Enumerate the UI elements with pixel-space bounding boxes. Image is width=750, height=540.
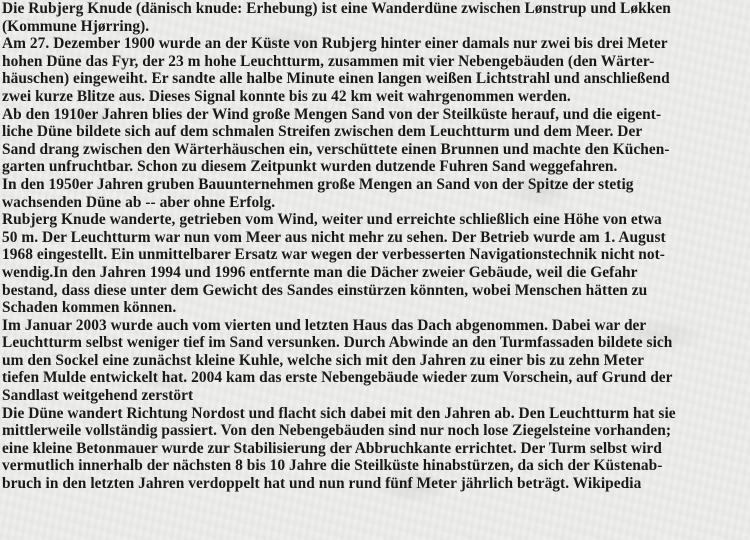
- text-line: tiefen Mulde entwickelt hat. 2004 kam das erste Nebengebäude wieder zum Vorschein, auf Grund der: [2, 369, 673, 387]
- text-line: 1968 eingestellt. Ein unmittelbarer Ersatz war wegen der verbesserten Navigationstechnik nicht not-: [2, 246, 665, 264]
- article-text: [2, 0, 750, 493]
- text-line: vermutlich innerhalb der nächsten 8 bis 10 Jahre die Steilküste hinabstürzen, da sich der Küstenab-: [2, 457, 663, 475]
- text-line: häuschen) eingeweiht. Er sandte alle halbe Minute einen langen weißen Lichtstrahl und anschließend: [2, 70, 670, 88]
- text-line: bestand, dass diese unter dem Gewicht des Sandes einstürzen könnten, wobei Menschen hätten zu: [2, 281, 648, 299]
- text-line: liche Düne bildete sich auf dem schmalen Streifen zwischen dem Leuchtturm und dem Meer. Der: [2, 123, 643, 141]
- text-line: wachsenden Düne ab -- aber ohne Erfolg.: [2, 193, 276, 211]
- text-line: um den Sockel eine zunächst kleine Kuhle, welche sich mit den Jahren zu einer bis zu zehn Meter: [2, 351, 645, 369]
- text-line: wendig.In den Jahren 1994 und 1996 entfernte man die Dächer zweier Gebäude, weil die Gefahr: [2, 263, 638, 281]
- text-line: zwei kurze Blitze aus. Dieses Signal konnte bis zu 42 km weit wahrgenommen werden.: [2, 87, 571, 105]
- text-line: (Kommune Hjørring).: [2, 17, 150, 35]
- text-line: In den 1950er Jahren gruben Bauunternehmen große Mengen an Sand von der Spitze der stetig: [2, 175, 634, 193]
- text-line: 50 m. Der Leuchtturm war nun vom Meer aus nicht mehr zu sehen. Der Betrieb wurde am 1. August: [2, 228, 666, 246]
- text-line: Am 27. Dezember 1900 wurde an der Küste von Rubjerg hinter einer damals nur zwei bis drei Meter: [2, 35, 668, 53]
- text-line: Sandlast weitgehend zerstört: [2, 387, 194, 405]
- text-line: garten unfruchtbar. Schon zu diesem Zeitpunkt wurden dutzende Fuhren Sand weggefahren.: [2, 158, 618, 176]
- text-line: Die Düne wandert Richtung Nordost und flacht sich dabei mit den Jahren ab. Den Leuchtturm hat sie: [2, 404, 676, 422]
- text-line: Sand drang zwischen den Wärterhäuschen ein, verschüttete einen Brunnen und machte den Küchen-: [2, 140, 670, 158]
- text-line: Im Januar 2003 wurde auch vom vierten und letzten Haus das Dach abgenommen. Dabei war der: [2, 316, 647, 334]
- text-line: mittlerweile vollständig passiert. Von den Nebengebäuden sind nur noch lose Ziegelsteine vorhanden;: [2, 422, 672, 440]
- text-line: Schaden kommen können.: [2, 299, 177, 317]
- text-line: Die Rubjerg Knude (dänisch knude: Erhebung) ist eine Wanderdüne zwischen Lønstrup und Løkken: [2, 0, 671, 17]
- text-line: Leuchtturm selbst weniger tief im Sand versunken. Durch Abwinde an den Turmfassaden bildete sich: [2, 334, 673, 352]
- text-line: hohen Düne das Fyr, der 23 m hohe Leuchtturm, zusammen mit vier Nebengebäuden (den Wärter-: [2, 52, 655, 70]
- text-line: Rubjerg Knude wanderte, getrieben vom Wind, weiter und erreichte schließlich eine Höhe von etwa: [2, 211, 662, 229]
- text-line: eine kleine Betonmauer wurde zur Stabilisierung der Abbruchkante errichtet. Der Turm selbst wird: [2, 439, 662, 457]
- text-line: Ab den 1910er Jahren blies der Wind große Mengen Sand von der Steilküste herauf, und die eigent-: [2, 105, 662, 123]
- text-line: bruch in den letzten Jahren verdoppelt hat und nun rund fünf Meter jährlich beträgt. Wikipedia: [2, 475, 642, 493]
